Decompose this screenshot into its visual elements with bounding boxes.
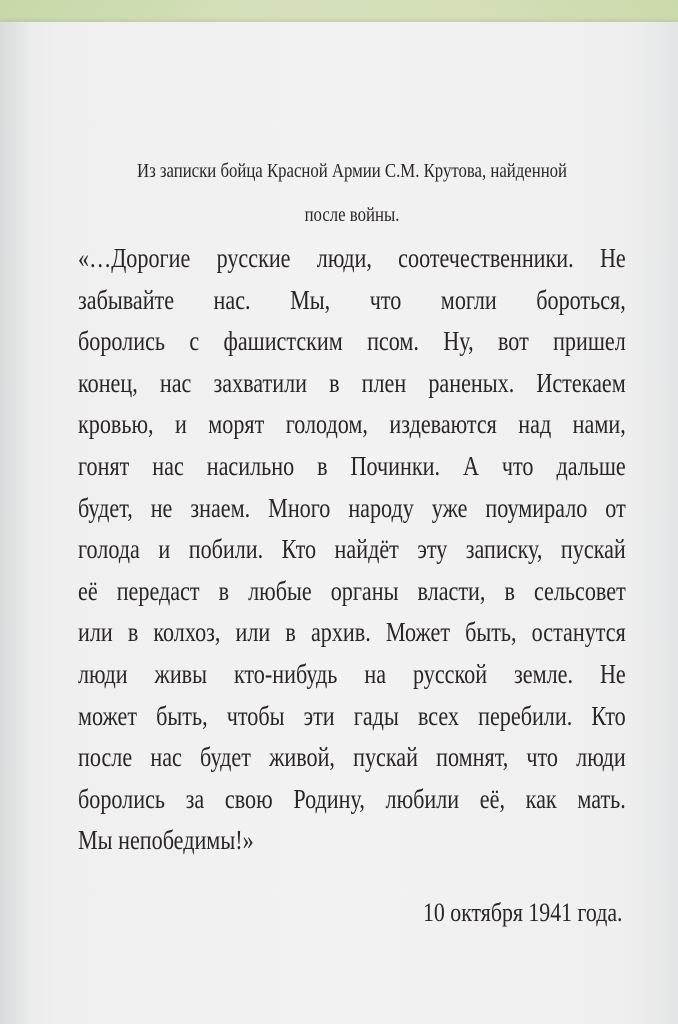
body-line: боролись за свою Родину, любили её, как мать. xyxy=(78,783,626,814)
note-text-block xyxy=(78,150,626,862)
note-date: 10 октября 1941 года. xyxy=(422,898,622,927)
body-line: люди живы кто-нибудь на русской земле. Не xyxy=(78,658,626,689)
paper-edge-shadow xyxy=(0,22,30,1024)
body-line: голода и побили. Кто найдёт эту записку, пускай xyxy=(78,534,626,565)
body-line: гонят нас насильно в Починки. А что дальше xyxy=(78,450,626,481)
note-heading xyxy=(116,150,587,238)
body-line: кровью, и морят голодом, издеваются над нами, xyxy=(78,409,626,440)
body-line-last: Мы непобедимы!» xyxy=(78,825,254,856)
note-body xyxy=(78,238,626,862)
heading-line-2: после войны. xyxy=(304,205,400,226)
body-line: может быть, чтобы эти гады всех перебили. Кто xyxy=(78,700,626,731)
body-line: забывайте нас. Мы, что могли бороться, xyxy=(78,284,626,315)
body-line: конец, нас захватили в плен раненых. Истекаем xyxy=(78,367,626,398)
body-line: или в колхоз, или в архив. Может быть, останутся xyxy=(78,617,626,648)
body-line: «…Дорогие русские люди, соотечественники. Не xyxy=(78,243,626,273)
body-line: боролись с фашистским псом. Ну, вот пришел xyxy=(78,326,626,357)
body-line: будет, не знаем. Много народу уже поумирало от xyxy=(78,492,626,523)
body-line: после нас будет живой, пускай помнят, что люди xyxy=(78,742,626,773)
heading-line-1: Из записки бойца Красной Армии С.М. Крутова, найденной xyxy=(136,161,568,182)
body-line: её передаст в любые органы власти, в сельсовет xyxy=(78,575,626,606)
